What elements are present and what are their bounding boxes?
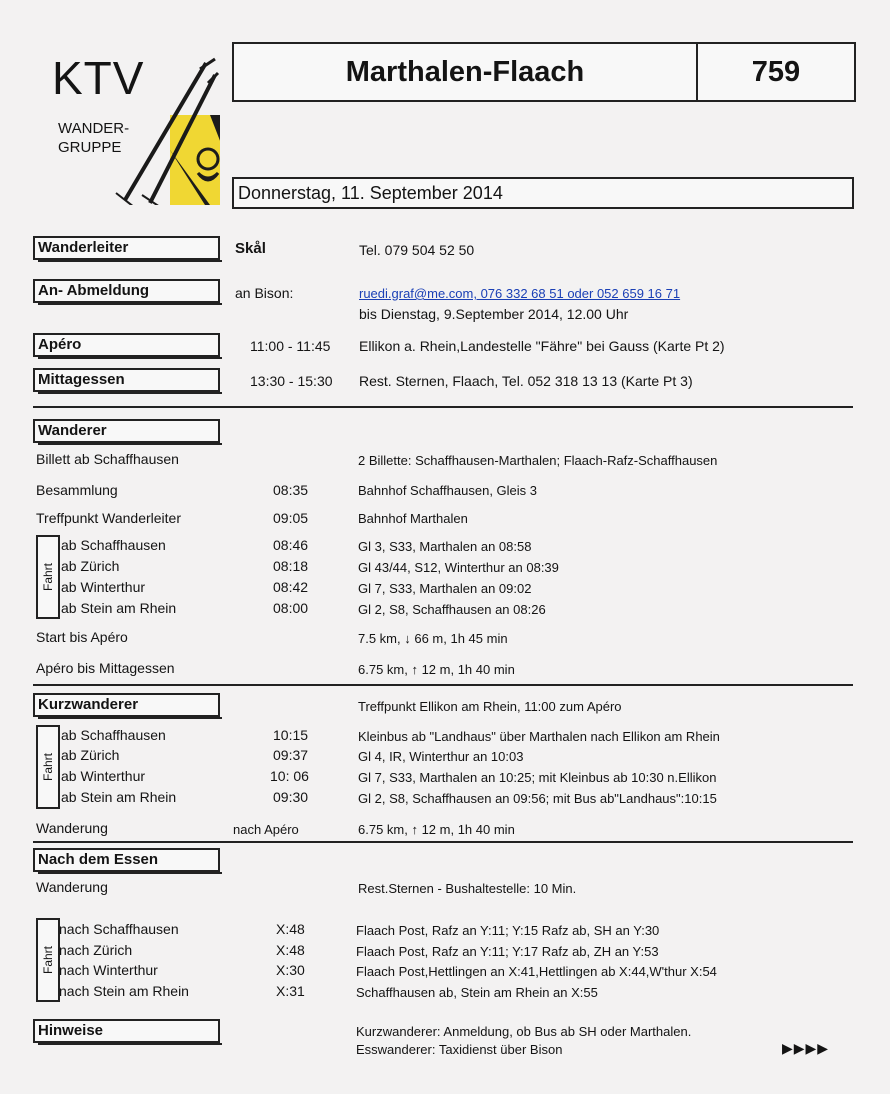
ride-info: Gl 7, S33, Marthalen an 09:02: [358, 581, 532, 596]
anmeldung-deadline: bis Dienstag, 9.September 2014, 12.00 Uhr: [359, 306, 629, 322]
ride-time: X:48: [276, 921, 305, 937]
start-label: Start bis Apéro: [36, 629, 128, 645]
fahrt-box: [36, 725, 60, 809]
billett-text: 2 Billette: Schaffhausen-Marthalen; Flaach-Rafz-Schaffhausen: [358, 453, 718, 468]
anmeldung-an: an Bison:: [235, 285, 294, 301]
ride-info: Gl 3, S33, Marthalen an 08:58: [358, 539, 532, 554]
kurz-wanderung-mid: nach Apéro: [233, 822, 299, 837]
wanderleiter-name: Skål: [235, 240, 266, 257]
ride-time: X:30: [276, 962, 305, 978]
contact-link[interactable]: ruedi.graf@me.com, 076 332 68 51 oder 052 659 16 71: [359, 286, 681, 301]
logo-subtitle-1: WANDER-: [58, 120, 130, 137]
ride-from: ab Stein am Rhein: [61, 600, 177, 616]
fahrt-label: Fahrt: [41, 752, 55, 782]
apero-time: 11:00 - 11:45: [250, 338, 331, 354]
ride-info: Gl 4, IR, Winterthur an 10:03: [358, 749, 524, 764]
ride-from: ab Winterthur: [61, 579, 146, 595]
mittag-location: Rest. Sternen, Flaach, Tel. 052 318 13 13 (Karte Pt 3): [359, 373, 693, 389]
divider: [33, 684, 853, 686]
ride-info: Gl 7, S33, Marthalen an 10:25; mit Kleinbus ab 10:30 n.Ellikon: [358, 770, 717, 785]
ride-info: Gl 2, S8, Schaffhausen an 08:26: [358, 602, 546, 617]
label-apero: Apéro: [33, 333, 220, 357]
apero-location: Ellikon a. Rhein,Landestelle "Fähre" bei Gauss (Karte Pt 2): [359, 338, 725, 354]
kurz-wanderung-text: 6.75 km, ↑ 12 m, 1h 40 min: [358, 822, 515, 837]
tour-date: Donnerstag, 11. September 2014: [238, 183, 503, 203]
mittag-time: 13:30 - 15:30: [250, 373, 333, 389]
besammlung-time: 08:35: [273, 482, 309, 498]
ride-info: Flaach Post,Hettlingen an X:41,Hettlingen ab X:44,W'thur X:54: [356, 964, 717, 979]
ride-from: ab Zürich: [61, 747, 120, 763]
hinweis-line-2: Esswanderer: Taxidienst über Bison: [356, 1042, 563, 1057]
ride-from: ab Stein am Rhein: [61, 789, 177, 805]
ride-time: 08:18: [273, 558, 309, 574]
hiking-poles-emblem: [80, 55, 220, 205]
label-hinweise: Hinweise: [33, 1019, 220, 1043]
apero-mittag-label: Apéro bis Mittagessen: [36, 660, 175, 676]
ride-from: ab Zürich: [61, 558, 120, 574]
label-wanderleiter: Wanderleiter: [33, 236, 220, 260]
treff-text: Bahnhof Marthalen: [358, 511, 468, 526]
next-page-arrows: ▶▶▶▶: [782, 1040, 830, 1056]
logo-subtitle-2: GRUPPE: [58, 139, 122, 156]
ride-to: nach Schaffhausen: [59, 921, 179, 937]
fahrt-box: [36, 535, 60, 619]
ride-time: X:31: [276, 983, 305, 999]
ride-to: nach Winterthur: [59, 962, 158, 978]
ride-from: ab Schaffhausen: [61, 537, 166, 553]
fahrt-box: [36, 918, 60, 1002]
title-box: [232, 42, 856, 102]
ride-time: 09:37: [273, 747, 309, 763]
billett-label: Billett ab Schaffhausen: [36, 451, 179, 467]
treff-label: Treffpunkt Wanderleiter: [36, 510, 181, 526]
kurz-wanderung-label: Wanderung: [36, 820, 108, 836]
besammlung-label: Besammlung: [36, 482, 118, 498]
ride-time: 08:00: [273, 600, 309, 616]
logo-text: KTV: [52, 52, 145, 104]
tour-number: 759: [751, 56, 801, 88]
label-wanderer: Wanderer: [33, 419, 220, 443]
ride-from: ab Schaffhausen: [61, 727, 166, 743]
label-nach-dem-essen: Nach dem Essen: [33, 848, 220, 872]
title-shadow: [236, 100, 856, 102]
ride-info: Gl 43/44, S12, Winterthur an 08:39: [358, 560, 559, 575]
ride-info: Schaffhausen ab, Stein am Rhein an X:55: [356, 985, 598, 1000]
ride-info: Kleinbus ab "Landhaus" über Marthalen nach Ellikon am Rhein: [358, 729, 720, 744]
fahrt-label: Fahrt: [41, 945, 55, 975]
nach-wanderung-label: Wanderung: [36, 879, 108, 895]
ride-time: 10: 06: [270, 768, 309, 784]
wanderleiter-tel: Tel. 079 504 52 50: [359, 242, 475, 258]
ride-time: 10:15: [273, 727, 309, 743]
ride-to: nach Stein am Rhein: [59, 983, 189, 999]
ride-info: Gl 2, S8, Schaffhausen an 09:56; mit Bus ab"Landhaus":10:15: [358, 791, 717, 806]
besammlung-text: Bahnhof Schaffhausen, Gleis 3: [358, 483, 537, 498]
start-text: 7.5 km, ↓ 66 m, 1h 45 min: [358, 631, 508, 646]
fahrt-label: Fahrt: [41, 562, 55, 592]
label-kurzwanderer: Kurzwanderer: [33, 693, 220, 717]
page-title: Marthalen-Flaach: [345, 56, 585, 88]
label-anmeldung: An- Abmeldung: [33, 279, 220, 303]
ride-time: X:48: [276, 942, 305, 958]
treff-time: 09:05: [273, 510, 309, 526]
divider: [33, 406, 853, 408]
nach-wanderung-text: Rest.Sternen - Bushaltestelle: 10 Min.: [358, 881, 577, 896]
date-box: [232, 177, 854, 209]
label-mittagessen: Mittagessen: [33, 368, 220, 392]
ktv-logo: [50, 52, 218, 205]
ride-info: Flaach Post, Rafz an Y:11; Y:15 Rafz ab, SH an Y:30: [356, 923, 660, 938]
ride-time: 09:30: [273, 789, 309, 805]
ride-info: Flaach Post, Rafz an Y:11; Y:17 Rafz ab, ZH an Y:53: [356, 944, 659, 959]
kurz-treffpunkt: Treffpunkt Ellikon am Rhein, 11:00 zum Apéro: [358, 699, 622, 714]
apero-mittag-text: 6.75 km, ↑ 12 m, 1h 40 min: [358, 662, 515, 677]
ride-time: 08:46: [273, 537, 309, 553]
ride-to: nach Zürich: [59, 942, 133, 958]
ride-from: ab Winterthur: [61, 768, 146, 784]
hinweis-line-1: Kurzwanderer: Anmeldung, ob Bus ab SH oder Marthalen.: [356, 1024, 692, 1039]
divider: [33, 841, 853, 843]
ride-time: 08:42: [273, 579, 309, 595]
